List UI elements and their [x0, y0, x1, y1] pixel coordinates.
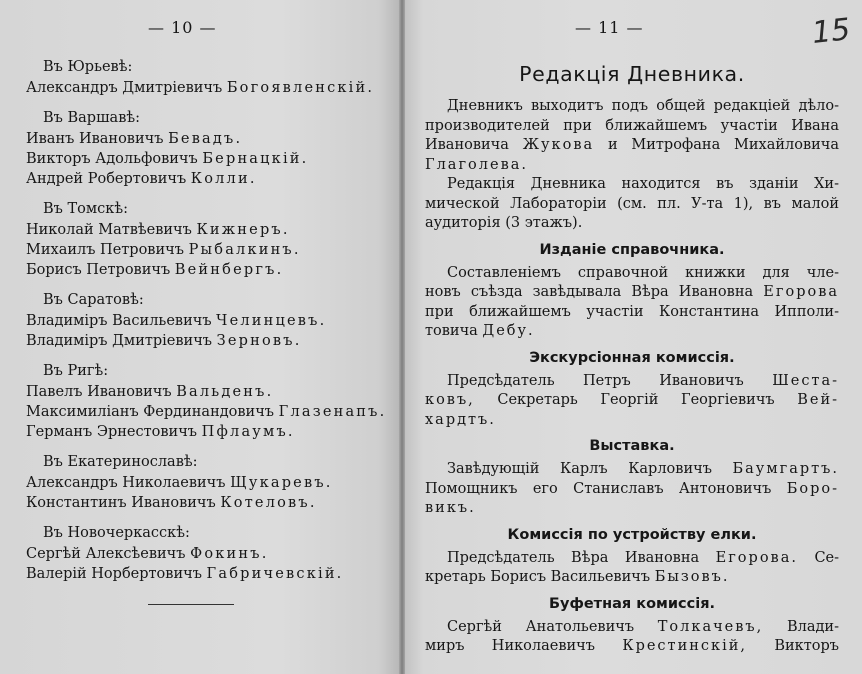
person-entry: [26, 493, 388, 513]
text-line: [425, 372, 839, 392]
city-block-riga: [26, 360, 388, 442]
person-surname: Богоявленскій.: [226, 80, 375, 96]
surname-text: Баумгартъ.: [732, 461, 839, 477]
right-content: [425, 62, 839, 657]
city-block-ekaterinoslav: [26, 451, 388, 513]
city-heading: Въ Томскѣ:: [43, 201, 128, 217]
surname-text: Толкачевъ,: [657, 618, 764, 635]
person-entry: [26, 260, 388, 280]
surname-text: Бызовъ.: [654, 569, 730, 585]
text-fragment: новъ съѣзда завѣдывала Вѣра Ивановна: [425, 284, 754, 300]
person-given-name: Михаилъ Петровичъ: [26, 242, 184, 258]
person-entry: [26, 78, 388, 98]
section-body-buffet: [425, 618, 839, 657]
person-surname: Бевадъ.: [168, 131, 243, 147]
city-block-novocherkassk: [26, 522, 388, 584]
person-entry: [26, 331, 388, 351]
right-page: [405, 0, 862, 674]
person-given-name: Германъ Эрнестовичъ: [26, 424, 198, 440]
text-line: Редакція Дневника находится въ зданіи Хи-: [447, 176, 839, 192]
text-line: [425, 460, 839, 480]
person-given-name: Иванъ Ивановичъ: [26, 131, 164, 147]
text-line: [425, 322, 839, 342]
person-given-name: Викторъ Адольфовичъ: [26, 151, 198, 167]
surname-text: Жукова: [522, 137, 595, 153]
page-title: Редакція Дневника.: [519, 62, 745, 86]
text-fragment: Завѣдующій Карлъ Карловичъ: [447, 461, 712, 477]
section-body-tree-committee: [425, 549, 839, 588]
section-body-excursion: [425, 372, 839, 431]
text-fragment: товича: [425, 323, 478, 339]
person-given-name: Андрей Робертовичъ: [26, 171, 187, 187]
left-page: [0, 0, 399, 674]
surname-text: Шеста-: [772, 372, 840, 389]
person-entry: [26, 311, 388, 331]
text-fragment: Помощникъ его Станиславъ Антоновичъ: [425, 480, 772, 497]
text-line: [425, 568, 839, 588]
person-given-name: Константинъ Ивановичъ: [26, 495, 216, 511]
person-entry: [26, 169, 388, 189]
text-line: [425, 136, 839, 156]
person-entry: [26, 564, 388, 584]
text-line: [425, 549, 839, 569]
text-line: аудиторія (3 этажъ).: [425, 215, 583, 231]
surname-text: ковъ,: [425, 392, 475, 408]
text-line: [425, 618, 839, 638]
text-fragment: Сергѣй Анатольевичъ: [447, 618, 635, 635]
city-heading: Въ Ригѣ:: [43, 363, 109, 379]
person-entry: [26, 402, 388, 422]
page-number-right: — 11 —: [575, 18, 644, 37]
person-surname: Глазенапъ.: [278, 404, 387, 420]
person-entry: [26, 129, 388, 149]
person-surname: Пфлаумъ.: [201, 424, 295, 440]
person-entry: [26, 382, 388, 402]
text-line: [425, 283, 839, 303]
city-heading: Въ Саратовѣ:: [43, 292, 144, 308]
section-title-tree-committee: Комиссія по устройству елки.: [507, 526, 757, 543]
text-fragment: кретарь Борисъ Васильевичъ: [425, 569, 651, 585]
city-heading: Въ Екатеринославѣ:: [43, 454, 198, 470]
section-title-handbook: Изданіе справочника.: [539, 241, 725, 258]
text-line: [425, 480, 839, 500]
person-entry: [26, 422, 388, 442]
person-surname: Вейнбергъ.: [174, 262, 284, 278]
text-fragment: Викторъ: [774, 638, 840, 654]
person-given-name: Максимиліанъ Фердинандовичъ: [26, 404, 275, 420]
text-line: [425, 391, 839, 411]
surname-text: Крестинскій,: [622, 638, 747, 654]
section-title-exhibition: Выставка.: [589, 438, 675, 454]
person-surname: Котеловъ.: [220, 495, 317, 511]
city-block-tomsk: [26, 198, 388, 280]
surname-text: Вей-: [797, 392, 840, 408]
person-surname: Колли.: [190, 171, 257, 187]
surname-text: викъ.: [425, 500, 476, 516]
person-surname: Габричевскій.: [206, 566, 344, 582]
person-entry: [26, 220, 388, 240]
person-surname: Зерновъ.: [216, 333, 302, 349]
text-fragment: Се-: [814, 549, 840, 566]
page-number-left: — 10 —: [148, 18, 217, 37]
handwritten-page-mark: 15: [810, 12, 852, 51]
surname-text: Боро-: [786, 480, 839, 497]
section-body-exhibition: [425, 460, 839, 519]
text-fragment: Ивановича: [425, 137, 509, 153]
person-entry: [26, 240, 388, 260]
person-surname: Челинцевъ.: [216, 313, 327, 329]
person-surname: Бернацкій.: [202, 151, 309, 167]
text-fragment: миръ Николаевичъ: [425, 638, 595, 654]
text-fragment: Влади-: [786, 618, 839, 635]
section-title-buffet: Буфетная комиссія.: [548, 595, 716, 612]
person-given-name: Сергѣй Алексѣевичъ: [26, 546, 186, 562]
city-block-yuryev: [26, 56, 388, 98]
surname-text: Дебу.: [482, 323, 535, 339]
city-list: [26, 56, 388, 593]
text-line: мической Лабораторіи (см. пл. У-та 1), въ малой: [425, 195, 839, 212]
text-fragment: Предсѣдатель Петръ Ивановичъ: [447, 372, 744, 389]
text-fragment: Предсѣдатель Вѣра Ивановна: [447, 549, 700, 566]
person-surname: Фокинъ.: [190, 546, 269, 562]
person-given-name: Владиміръ Дмитріевичъ: [26, 333, 213, 349]
end-divider: [148, 604, 234, 605]
section-title-excursion: Экскурсіонная комиссія.: [529, 349, 735, 366]
person-surname: Рыбалкинъ.: [188, 242, 301, 258]
text-fragment: Секретарь Георгій Георгіевичъ: [497, 392, 775, 408]
text-line: при ближайшемъ участіи Константина Ипполи-: [425, 303, 839, 320]
person-given-name: Николай Матвѣевичъ: [26, 222, 192, 238]
text-line: производителей при ближайшемъ участіи Ивана: [425, 117, 839, 134]
person-surname: Щукаревъ.: [230, 475, 333, 491]
person-given-name: Борисъ Петровичъ: [26, 262, 171, 278]
person-surname: Кижнеръ.: [196, 222, 290, 238]
person-entry: [26, 544, 388, 564]
city-heading: Въ Юрьевѣ:: [43, 59, 133, 75]
city-block-warsaw: [26, 107, 388, 189]
section-body-handbook: [425, 264, 839, 342]
city-heading: Въ Варшавѣ:: [43, 110, 140, 126]
person-given-name: Павелъ Ивановичъ: [26, 384, 172, 400]
text-line: Дневникъ выходитъ подъ общей редакціей дѣло-: [447, 98, 839, 114]
surname-text: Глаголева.: [425, 156, 528, 173]
person-entry: [26, 149, 388, 169]
text-line: [425, 637, 839, 657]
city-heading: Въ Новочеркасскѣ:: [43, 525, 190, 541]
text-fragment: и Митрофана Михайловича: [607, 137, 840, 153]
surname-text: Егорова: [763, 284, 840, 300]
surname-text: Егорова.: [715, 549, 798, 566]
surname-text: хардтъ.: [425, 411, 496, 428]
person-given-name: Александръ Дмитріевичъ: [26, 80, 223, 96]
person-entry: [26, 473, 388, 493]
person-given-name: Александръ Николаевичъ: [26, 475, 226, 491]
person-given-name: Валерій Норбертовичъ: [26, 566, 202, 582]
person-given-name: Владиміръ Васильевичъ: [26, 313, 212, 329]
text-line: Составленіемъ справочной книжки для чле-: [447, 264, 839, 281]
city-block-saratov: [26, 289, 388, 351]
person-surname: Вальденъ.: [176, 384, 274, 400]
diary-paragraph: [425, 97, 839, 234]
